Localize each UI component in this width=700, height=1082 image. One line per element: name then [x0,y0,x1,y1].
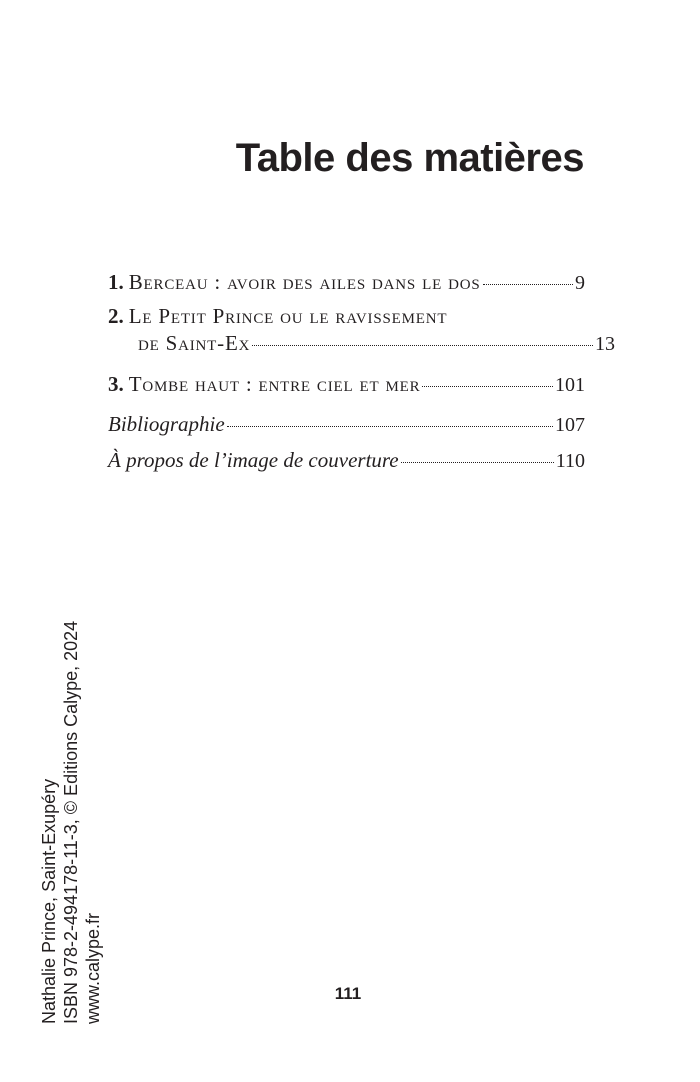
toc-entry-page: 101 [555,374,585,396]
toc-entry-title: Le Petit Prince ou le ravissement [128,304,448,328]
toc-entry-title: Bibliographie [108,412,225,436]
toc-entry-page: 107 [555,414,585,436]
toc-entry-cover-image[interactable] [108,448,585,482]
copyright-sidebar [38,604,104,1024]
toc-entry-1[interactable] [108,270,585,304]
author-title-line: Nathalie Prince, Saint-Exupéry [39,778,59,1024]
toc-entry-3[interactable] [108,372,585,406]
toc-entry-page: 110 [555,450,585,472]
toc-entry-number: 1. [108,270,124,294]
toc-entry-title: Tombe haut : entre ciel et mer [128,372,421,396]
page-title: Table des matières [235,136,584,180]
toc-entry-2[interactable] [108,304,615,366]
toc-entry-title: À propos de l’image de couverture [108,448,399,472]
dot-leader [252,345,593,346]
toc-entry-number: 2. [108,304,124,328]
toc-entry-title-continuation: de Saint-Ex [138,331,251,355]
toc-entry-page: 9 [575,272,585,294]
page-number: 111 [334,984,362,1003]
toc-entry-number: 3. [108,372,124,396]
dot-leader [422,386,553,387]
isbn-line: ISBN 978-2-494178-11-3, © Editions Calype, 2024 [61,620,81,1024]
dot-leader [401,462,554,463]
dot-leader [483,284,573,285]
toc-entry-bibliography[interactable] [108,412,585,446]
website-line: www.calype.fr [83,912,103,1024]
dot-leader [227,426,553,427]
toc-entry-page: 13 [595,333,615,355]
toc-entry-title: Berceau : avoir des ailes dans le dos [128,270,481,294]
